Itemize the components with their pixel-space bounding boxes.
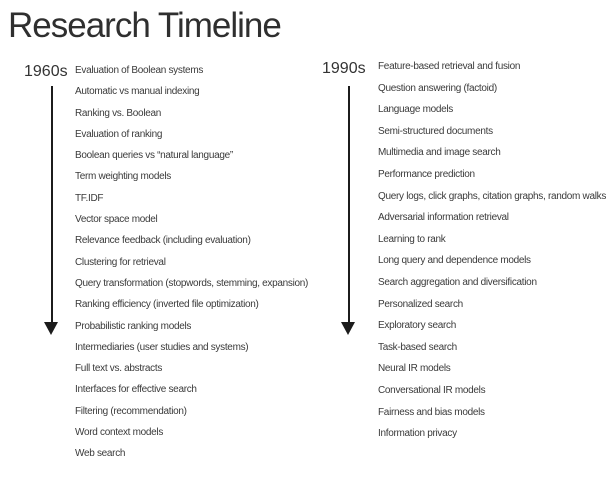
timeline-item: Semi-structured documents: [378, 125, 493, 137]
down-arrow-icon: [44, 322, 58, 335]
timeline-item: Language models: [378, 104, 454, 116]
timeline-item: Relevance feedback (including evaluation): [75, 235, 251, 247]
timeline-item: Interfaces for effective search: [75, 384, 197, 396]
timeline-items-1990s: [378, 56, 606, 445]
timeline-item: Task-based search: [378, 341, 457, 353]
decade-label-1960s: 1960s: [24, 63, 68, 80]
timeline-item: Web search: [75, 448, 126, 460]
timeline-item: Word context models: [75, 427, 164, 439]
timeline-item: Feature-based retrieval and fusion: [378, 61, 521, 72]
timeline-item: Filtering (recommendation): [75, 405, 187, 417]
timeline-item: Full text vs. abstracts: [75, 363, 163, 375]
timeline-item: Ranking efficiency (inverted file optimization): [75, 299, 259, 311]
timeline-item: Query logs, click graphs, citation graphs, random walks: [378, 190, 607, 202]
down-arrow-line-1960s: [51, 86, 53, 323]
timeline-item: Query transformation (stopwords, stemming, expansion): [75, 277, 309, 289]
down-arrow-line-1990s: [348, 86, 350, 323]
timeline-item: Vector space model: [75, 214, 158, 226]
timeline-item: Question answering (factoid): [378, 82, 497, 94]
down-arrow-icon: [341, 322, 355, 335]
timeline-items-1960s: [75, 60, 308, 465]
timeline-item: Conversational IR models: [378, 384, 486, 396]
timeline-item: Evaluation of ranking: [75, 128, 163, 140]
timeline-item: Multimedia and image search: [378, 147, 501, 159]
timeline-item: Evaluation of Boolean systems: [75, 65, 204, 76]
timeline-item: TF.IDF: [75, 192, 104, 204]
timeline-item: Long query and dependence models: [378, 255, 531, 267]
decade-label-1990s: 1990s: [322, 60, 366, 77]
timeline-item: Exploratory search: [378, 320, 456, 332]
timeline-item: Boolean queries vs “natural language”: [75, 150, 233, 162]
timeline-item: Term weighting models: [75, 171, 171, 183]
timeline-item: Neural IR models: [378, 363, 451, 375]
timeline-item: Intermediaries (user studies and systems): [75, 341, 249, 353]
timeline-item: Adversarial information retrieval: [378, 212, 509, 224]
timeline-item: Personalized search: [378, 298, 463, 310]
timeline-item: Search aggregation and diversification: [378, 276, 537, 288]
timeline-item: Probabilistic ranking models: [75, 320, 192, 332]
timeline-item: Performance prediction: [378, 168, 475, 180]
timeline-item: Clustering for retrieval: [75, 256, 166, 268]
slide-title: Research Timeline: [8, 6, 281, 45]
timeline-item: Fairness and bias models: [378, 406, 485, 418]
timeline-item: Ranking vs. Boolean: [75, 107, 162, 119]
timeline-item: Learning to rank: [378, 233, 446, 245]
timeline-item: Information privacy: [378, 428, 457, 440]
timeline-item: Automatic vs manual indexing: [75, 86, 200, 98]
